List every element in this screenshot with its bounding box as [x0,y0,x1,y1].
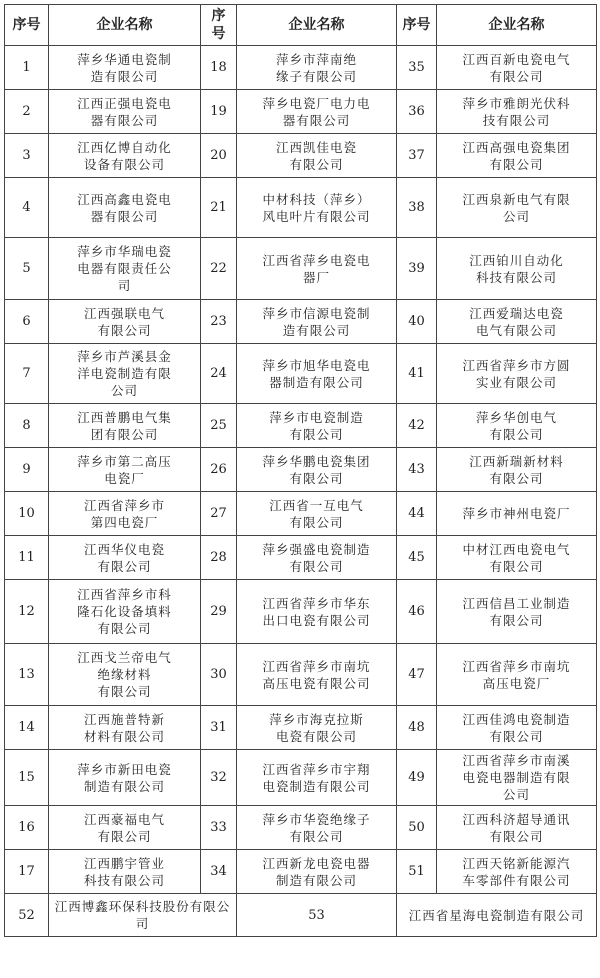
company-name-cell: 萍乡华创电气 有限公司 [437,404,597,448]
company-name-cell: 萍乡市海克拉斯 电瓷有限公司 [237,706,397,750]
company-name-cell: 萍乡市第二高压 电瓷厂 [49,448,201,492]
table-row [5,46,597,90]
seq-number-cell: 38 [397,178,437,238]
seq-number-cell: 48 [397,706,437,750]
header-row [5,5,597,46]
seq-number-cell: 14 [5,706,49,750]
company-name-cell: 江西省萍乡市 第四电瓷厂 [49,492,201,536]
seq-number-cell: 5 [5,238,49,300]
company-name-cell: 江西省一互电气 有限公司 [237,492,397,536]
company-name-cell: 江西博鑫环保科技股份有限公司 [49,894,237,937]
seq-number-cell: 15 [5,750,49,806]
company-table [4,4,597,937]
table-row [5,238,597,300]
seq-number-cell: 35 [397,46,437,90]
seq-number-cell: 10 [5,492,49,536]
table-row-final [5,894,597,937]
table-row [5,344,597,404]
table-row [5,492,597,536]
seq-number-cell: 12 [5,580,49,644]
seq-number-cell: 53 [237,894,397,937]
seq-number-cell: 46 [397,580,437,644]
company-name-cell: 萍乡市华瓷绝缘子 有限公司 [237,806,397,850]
seq-number-cell: 7 [5,344,49,404]
seq-number-cell: 43 [397,448,437,492]
company-name-cell: 江西百新电瓷电气 有限公司 [437,46,597,90]
seq-number-cell: 50 [397,806,437,850]
company-name-cell: 江西凯佳电瓷 有限公司 [237,134,397,178]
company-name-cell: 江西省星海电瓷制造有限公司 [397,894,597,937]
header-name-3: 企业名称 [437,5,597,46]
company-name-cell: 江西鹏宇管业 科技有限公司 [49,850,201,894]
table-row [5,536,597,580]
seq-number-cell: 49 [397,750,437,806]
seq-number-cell: 21 [201,178,237,238]
seq-number-cell: 19 [201,90,237,134]
company-name-cell: 江西科济超导通讯 有限公司 [437,806,597,850]
company-name-cell: 江西省萍乡市南溪 电瓷电器制造有限 公司 [437,750,597,806]
company-name-cell: 萍乡华通电瓷制 造有限公司 [49,46,201,90]
company-name-cell: 江西省萍乡市方圆 实业有限公司 [437,344,597,404]
company-name-cell: 江西佳鸿电瓷制造 有限公司 [437,706,597,750]
company-name-cell: 江西省萍乡市南坑 高压电瓷有限公司 [237,644,397,706]
seq-number-cell: 45 [397,536,437,580]
seq-number-cell: 39 [397,238,437,300]
company-name-cell: 江西省萍乡市南坑 高压电瓷厂 [437,644,597,706]
company-table-container [4,4,596,937]
seq-number-cell: 30 [201,644,237,706]
company-name-cell: 江西施普特新 材料有限公司 [49,706,201,750]
company-name-cell: 萍乡市新田电瓷 制造有限公司 [49,750,201,806]
seq-number-cell: 28 [201,536,237,580]
seq-number-cell: 25 [201,404,237,448]
table-row [5,448,597,492]
company-name-cell: 萍乡市神州电瓷厂 [437,492,597,536]
seq-number-cell: 13 [5,644,49,706]
header-seq-1: 序号 [5,5,49,46]
company-name-cell: 江西华仪电瓷 有限公司 [49,536,201,580]
seq-number-cell: 31 [201,706,237,750]
company-name-cell: 江西省萍乡电瓷电 器厂 [237,238,397,300]
company-name-cell: 江西泉新电气有限 公司 [437,178,597,238]
seq-number-cell: 41 [397,344,437,404]
seq-number-cell: 20 [201,134,237,178]
seq-number-cell: 3 [5,134,49,178]
seq-number-cell: 33 [201,806,237,850]
seq-number-cell: 9 [5,448,49,492]
company-name-cell: 萍乡市萍南绝 缘子有限公司 [237,46,397,90]
company-name-cell: 江西普鹏电气集 团有限公司 [49,404,201,448]
company-name-cell: 江西新瑞新材料 有限公司 [437,448,597,492]
table-row [5,806,597,850]
seq-number-cell: 11 [5,536,49,580]
table-row [5,706,597,750]
seq-number-cell: 42 [397,404,437,448]
header-seq-3: 序号 [397,5,437,46]
seq-number-cell: 52 [5,894,49,937]
company-name-cell: 江西豪福电气 有限公司 [49,806,201,850]
seq-number-cell: 27 [201,492,237,536]
company-name-cell: 江西高鑫电瓷电 器有限公司 [49,178,201,238]
company-name-cell: 江西强联电气 有限公司 [49,300,201,344]
company-name-cell: 江西戈兰帝电气 绝缘材料 有限公司 [49,644,201,706]
seq-number-cell: 32 [201,750,237,806]
header-seq-2: 序 号 [201,5,237,46]
seq-number-cell: 36 [397,90,437,134]
seq-number-cell: 26 [201,448,237,492]
seq-number-cell: 29 [201,580,237,644]
company-name-cell: 萍乡市华瑞电瓷 电器有限责任公 司 [49,238,201,300]
company-name-cell: 江西正强电瓷电 器有限公司 [49,90,201,134]
company-name-cell: 萍乡华鹏电瓷集团 有限公司 [237,448,397,492]
company-name-cell: 江西新龙电瓷电器 制造有限公司 [237,850,397,894]
seq-number-cell: 22 [201,238,237,300]
seq-number-cell: 18 [201,46,237,90]
seq-number-cell: 47 [397,644,437,706]
company-name-cell: 中材科技（萍乡） 风电叶片有限公司 [237,178,397,238]
seq-number-cell: 1 [5,46,49,90]
seq-number-cell: 17 [5,850,49,894]
company-name-cell: 江西高强电瓷集团 有限公司 [437,134,597,178]
company-name-cell: 萍乡市旭华电瓷电 器制造有限公司 [237,344,397,404]
company-name-cell: 萍乡市雅朗光伏科 技有限公司 [437,90,597,134]
header-name-2: 企业名称 [237,5,397,46]
table-row [5,580,597,644]
company-name-cell: 江西信昌工业制造 有限公司 [437,580,597,644]
table-row [5,404,597,448]
seq-number-cell: 16 [5,806,49,850]
seq-number-cell: 23 [201,300,237,344]
header-name-1: 企业名称 [49,5,201,46]
table-row [5,300,597,344]
table-row [5,750,597,806]
seq-number-cell: 37 [397,134,437,178]
seq-number-cell: 8 [5,404,49,448]
table-row [5,644,597,706]
seq-number-cell: 4 [5,178,49,238]
company-name-cell: 江西省萍乡市科 隆石化设备填料 有限公司 [49,580,201,644]
company-name-cell: 萍乡市芦溪县金 洋电瓷制造有限 公司 [49,344,201,404]
table-row [5,134,597,178]
company-name-cell: 中材江西电瓷电气 有限公司 [437,536,597,580]
company-name-cell: 江西爱瑞达电瓷 电气有限公司 [437,300,597,344]
table-row [5,178,597,238]
seq-number-cell: 34 [201,850,237,894]
table-row [5,90,597,134]
company-name-cell: 江西亿博自动化 设备有限公司 [49,134,201,178]
seq-number-cell: 44 [397,492,437,536]
company-name-cell: 江西省萍乡市宇翔 电瓷制造有限公司 [237,750,397,806]
company-name-cell: 萍乡市电瓷制造 有限公司 [237,404,397,448]
company-name-cell: 江西天铭新能源汽 车零部件有限公司 [437,850,597,894]
seq-number-cell: 2 [5,90,49,134]
company-name-cell: 萍乡电瓷厂电力电 器有限公司 [237,90,397,134]
company-name-cell: 江西铂川自动化 科技有限公司 [437,238,597,300]
company-name-cell: 江西省萍乡市华东 出口电瓷有限公司 [237,580,397,644]
seq-number-cell: 51 [397,850,437,894]
seq-number-cell: 24 [201,344,237,404]
company-name-cell: 萍乡强盛电瓷制造 有限公司 [237,536,397,580]
table-row [5,850,597,894]
seq-number-cell: 40 [397,300,437,344]
seq-number-cell: 6 [5,300,49,344]
company-name-cell: 萍乡市信源电瓷制 造有限公司 [237,300,397,344]
